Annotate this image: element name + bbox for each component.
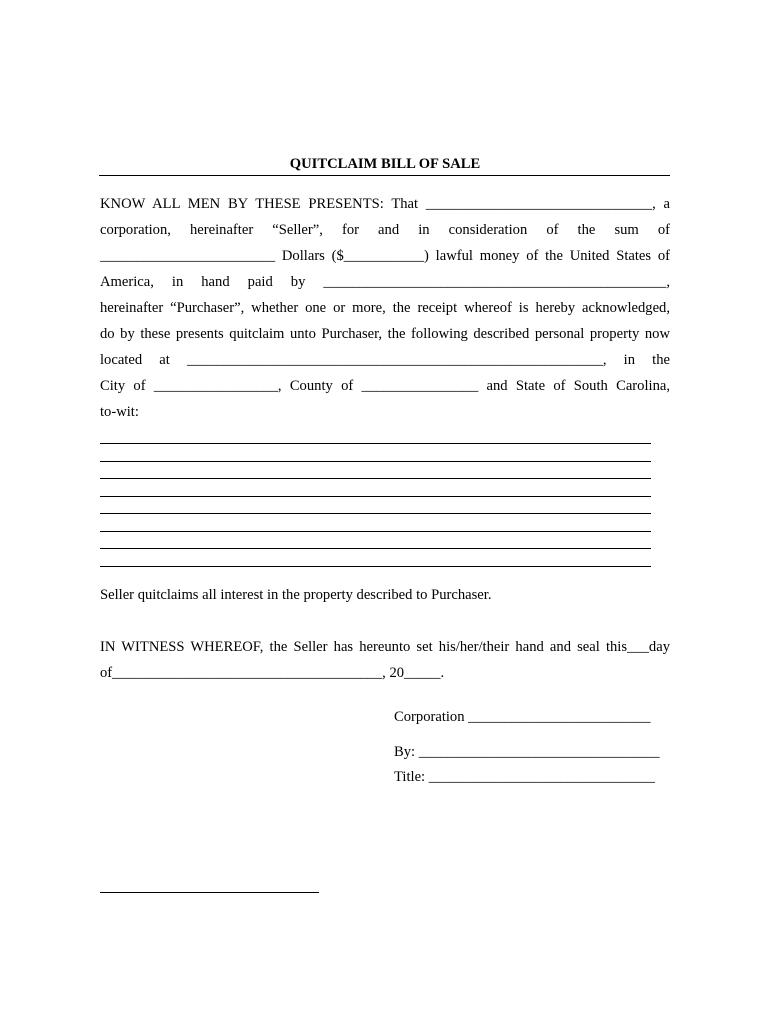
body-line-9: to-wit: (100, 404, 139, 420)
property-description-line[interactable] (100, 566, 651, 567)
body-line-1: KNOW ALL MEN BY THESE PRESENTS: That _______________________________, a (100, 196, 670, 212)
body-line-2: corporation, hereinafter “Seller”, for and in consideration of the sum of (100, 222, 670, 238)
body-line-4: America, in hand paid by _______________________________________________, (100, 274, 670, 290)
body-line-3: ________________________ Dollars ($___________) lawful money of the United States of (100, 248, 670, 264)
property-description-line[interactable] (100, 496, 651, 497)
body-line-8: City of _________________, County of ________________ and State of South Carolina, (100, 378, 670, 394)
property-description-line[interactable] (100, 513, 651, 514)
quitclaim-statement: Seller quitclaims all interest in the property described to Purchaser. (100, 587, 492, 603)
witness-line-2: of_____________________________________, 20_____. (100, 665, 445, 681)
body-line-6: do by these presents quitclaim unto Purchaser, the following described personal property now (100, 326, 670, 342)
witness-line-1: IN WITNESS WHEREOF, the Seller has hereunto set his/her/their hand and seal this___day (100, 639, 670, 655)
property-description-line[interactable] (100, 548, 651, 549)
footnote-separator (100, 892, 319, 893)
body-line-7: located at _________________________________________________________, in the (100, 352, 670, 368)
property-description-line[interactable] (100, 531, 651, 532)
corporation-signature-field[interactable]: Corporation _________________________ (394, 709, 651, 725)
document-title: QUITCLAIM BILL OF SALE (289, 156, 481, 172)
body-line-5: hereinafter “Purchaser”, whether one or more, the receipt whereof is hereby acknowledged, (100, 300, 670, 316)
property-description-line[interactable] (100, 443, 651, 444)
by-signature-field[interactable]: By: _________________________________ (394, 744, 660, 760)
title-underline (99, 175, 670, 176)
property-description-line[interactable] (100, 461, 651, 462)
title-signature-field[interactable]: Title: _______________________________ (394, 769, 655, 785)
property-description-line[interactable] (100, 478, 651, 479)
